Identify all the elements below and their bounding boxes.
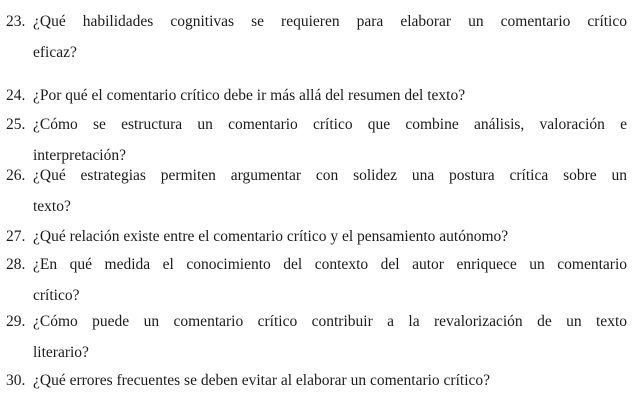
question-text-continued: interpretación? <box>33 147 126 164</box>
question-text: ¿Qué relación existe entre el comentario crítico y el pensamiento autónomo? <box>33 228 509 245</box>
question-number: 30. <box>6 372 26 389</box>
question-text-continued: texto? <box>33 198 71 215</box>
question-number: 23. <box>6 13 26 30</box>
question-number: 24. <box>6 87 26 104</box>
question-number: 26. <box>6 167 26 184</box>
question-text: ¿Qué errores frecuentes se deben evitar al elaborar un comentario crítico? <box>33 372 491 389</box>
question-number: 29. <box>6 313 26 330</box>
question-text: ¿Por qué el comentario crítico debe ir más allá del resumen del texto? <box>33 87 466 104</box>
question-text: ¿Cómo puede un comentario crítico contribuir a la revalorización de un texto <box>33 313 627 330</box>
question-text-continued: literario? <box>33 344 89 361</box>
question-text-continued: crítico? <box>33 287 80 304</box>
question-number: 27. <box>6 228 26 245</box>
question-text-continued: eficaz? <box>33 44 77 61</box>
question-text: ¿En qué medida el conocimiento del contexto del autor enriquece un comentario <box>33 256 627 273</box>
question-number: 25. <box>6 116 26 133</box>
question-text: ¿Qué habilidades cognitivas se requieren para elaborar un comentario crítico <box>33 13 627 30</box>
question-text: ¿Qué estrategias permiten argumentar con solidez una postura crítica sobre un <box>33 167 627 184</box>
question-text: ¿Cómo se estructura un comentario crítico que combine análisis, valoración e <box>33 116 627 133</box>
question-number: 28. <box>6 256 26 273</box>
